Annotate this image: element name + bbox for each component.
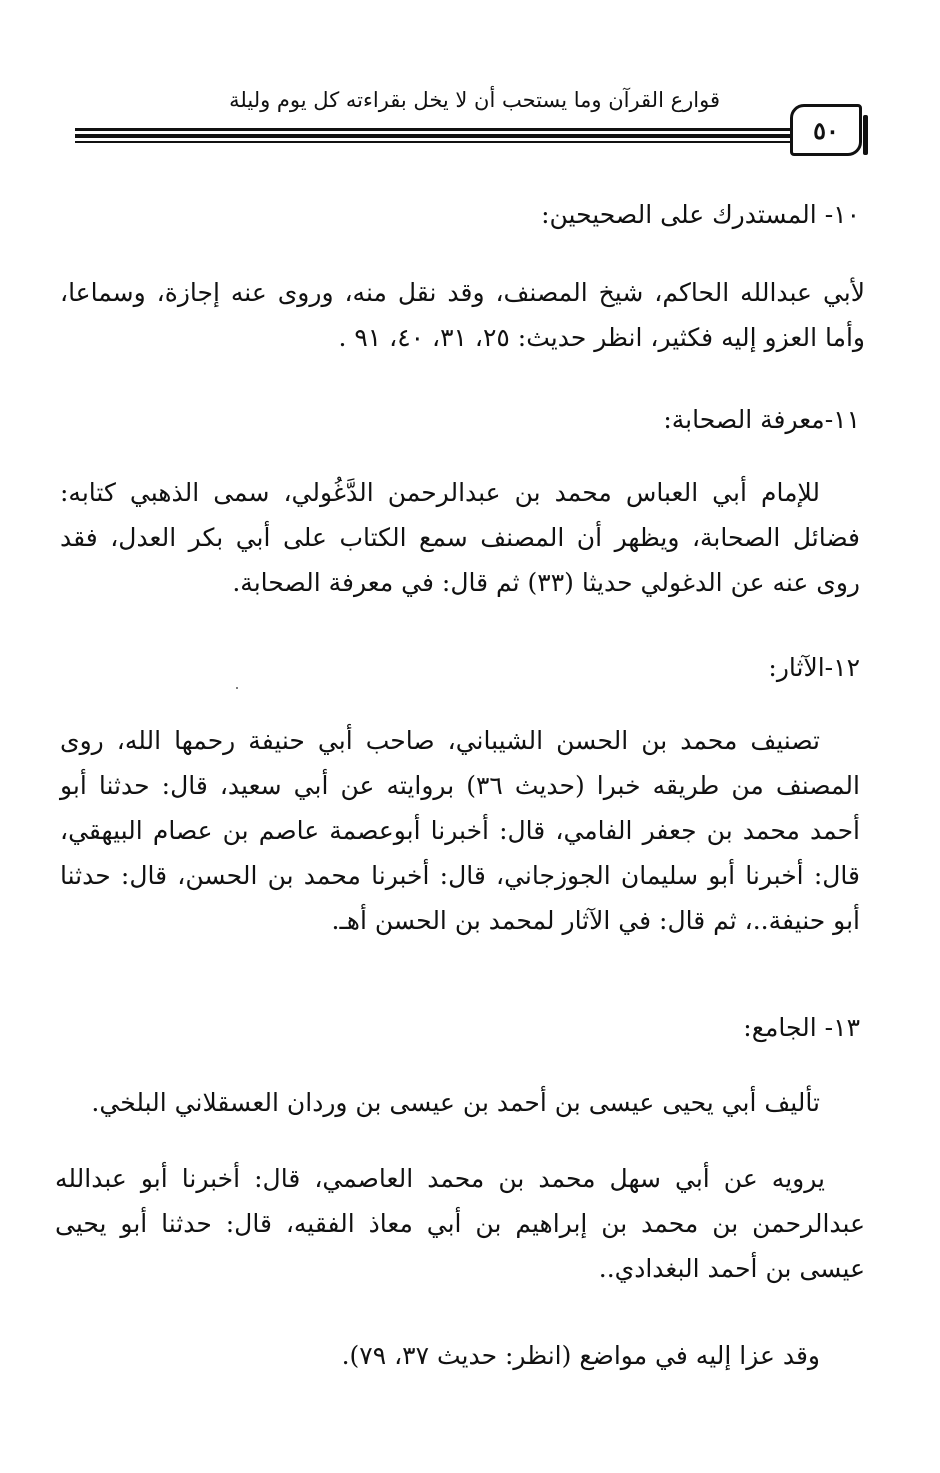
running-header-title: قوارع القرآن وما يستحب أن لا يخل بقراءته كل يوم وليلة: [229, 88, 720, 112]
paragraph: تأليف أبي يحيى عيسى بن أحمد بن عيسى بن وردان العسقلاني البلخي.: [91, 1088, 820, 1117]
paragraph: يرويه عن أبي سهل محمد بن محمد العاصمي، قال: أخبرنا أبو عبدالله عبدالرحمن بن محمد بن إبراهيم بن أبي معاذ الفقيه، قال: حدثنا أبو يحيى عيسى بن أحمد البغدادي..: [55, 1164, 865, 1283]
page-number-box: [790, 104, 862, 156]
section-heading: ١١-معرفة الصحابة:: [663, 405, 860, 434]
paragraph: للإمام أبي العباس محمد بن عبدالرحمن الدَّغُولي، سمى الذهبي كتابه: فضائل الصحابة، ويظهر أن المصنف سمع الكتاب على أبي بكر العدل، فقد روى عنه عن الدغولي حديثا (٣٣) ثم قال: في معرفة الصحابة.: [60, 478, 860, 597]
paragraph: وقد عزا إليه في مواضع (انظر: حديث ٣٧، ٧٩).: [341, 1341, 820, 1370]
section-heading: ١٢-الآثار:: [768, 653, 860, 682]
paragraph: تصنيف محمد بن الحسن الشيباني، صاحب أبي حنيفة رحمها الله، روى المصنف من طريقه خبرا (حديث ٣٦) بروايته عن أبي سعيد، قال: حدثنا أبو أحمد محمد بن جعفر الفامي، قال: أخبرنا أبوعصمة عاصم بن عصام البيهقي، قال: أخبرنا أبو سليمان الجوزجاني، قال: أخبرنا محمد بن الحسن، قال: حدثنا أبو حنيفة..، ثم قال: في الآثار لمحمد بن الحسن أهـ.: [60, 726, 860, 935]
header-rule: [75, 134, 795, 138]
section-heading: ١٠- المستدرك على الصحيحين:: [541, 200, 860, 229]
paragraph: لأبي عبدالله الحاكم، شيخ المصنف، وقد نقل منه، وروى عنه إجازة، وسماعا، وأما العزو إليه فكثير، انظر حديث: ٢٥، ٣١، ٤٠، ٩١ .: [60, 278, 865, 352]
page-number: ٥٠: [813, 115, 839, 145]
ink-speck: [236, 687, 238, 689]
section-heading: ١٣- الجامع:: [743, 1013, 860, 1042]
header-rule: [75, 128, 795, 131]
header-rule: [75, 141, 795, 143]
